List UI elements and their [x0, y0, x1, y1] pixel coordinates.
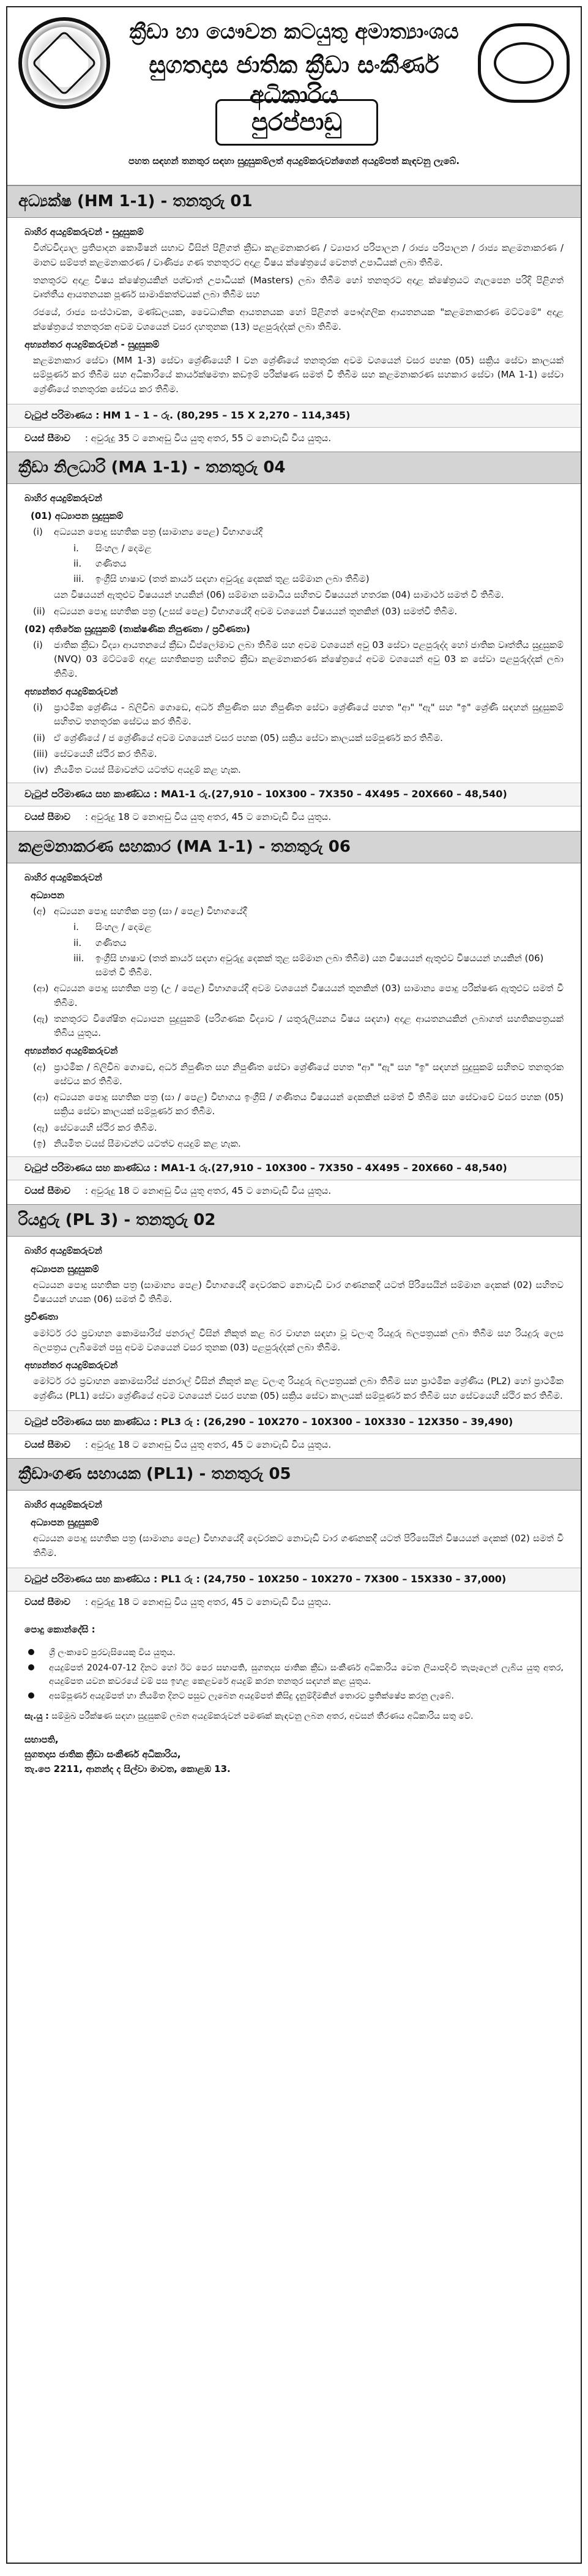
signature-block	[7, 1726, 581, 1782]
subsection-heading: (01) අධ්‍යාපන සුදුසුකම්	[31, 510, 124, 522]
item-text: ගණිතය	[95, 557, 127, 569]
age-limit	[7, 428, 581, 452]
post-title: ක්‍රීඩා නිලධාරි (MA 1-1) - තනතුරු 04	[7, 452, 581, 484]
footnote	[7, 1708, 581, 1726]
section-heading: අභ්‍යන්තර අයදුම්කරුවන්	[24, 1360, 118, 1371]
item-text: අධ්‍යයන පොදු සහතික පත්‍ර (සා / පෙළ) විභාගය ඉංග්‍රීසි / ගණිතය විෂයයන් දෙකකින් සමත් වී තිබීම සහ සේවාවේ වසර පහක (05) සක්‍රිය සේවා කාලයක් සම්පූර්ණ කර තිබීම.	[54, 1092, 564, 1117]
section-heading: බාහිර අයදුම්කරුවන්	[24, 492, 102, 504]
salary-scale: වැටුප් පරිමාණය සහ කාණ්ඩය : PL1 රු : (24,750 – 10X250 – 10X270 – 7X300 – 15X330 – 37,000)	[7, 1568, 581, 1591]
condition-text: අයදුම්පත් 2024-07-12 දිනට හෝ ඊට පෙර සභාපති, සුගතදාස ජාතික ක්‍රීඩා සංකීර්ණ අධිකාරිය වෙත ලියාපදිංචි තැපෑලෙන් ලැබිය යුතු අතර, අයදුම්පත යවන කවරයේ වම් පස ඉහළ කෙළවරේ අයදුම් කරන තනතුර සඳහන් කළ යුතුය.	[49, 1662, 564, 1686]
requirement-item	[33, 525, 564, 539]
item-text: අධ්‍යයන පොදු සහතික පත්‍ර (උසස් පෙළ) විභාගයේදී අවම වශයෙන් විෂයයන් තුනකින් (03) සමත්වී තිබීම.	[54, 605, 458, 617]
section-heading: බාහිර අයදුම්කරුවන්	[24, 871, 102, 883]
item-marker: ii.	[73, 557, 82, 569]
general-conditions	[7, 1615, 581, 1726]
item-marker: (ii)	[33, 732, 46, 743]
item-marker: (ඇ)	[33, 1122, 48, 1133]
requirement-paragraph: තනතුරට අදාළ විෂය ක්ෂේත්‍රයකින් පශ්චාත් උපාධියක් (Masters) ලබා තිබීම හෝ තනතුරට අදාළ ක්ෂේත්‍රයට ගැලපෙන පරිදි පිළිගත් වෘත්තීය ආයතනයක පූර්ණ සාමාජිකත්වයක් ලබා තිබීම සහ	[33, 274, 564, 300]
section-heading: බාහිර අයදුම්කරුවන්	[24, 1498, 102, 1510]
post-block	[7, 185, 581, 452]
post-requirements	[7, 1237, 581, 1410]
vacancies-banner: පුරප්පාඩු	[215, 99, 378, 146]
condition-text: ශ්‍රී ලංකාවේ පුරවැසියෙකු විය යුතුය.	[49, 1648, 176, 1658]
post-requirements	[7, 218, 581, 404]
age-limit-value: : අවුරුදු 18 ට නොඅඩු විය යුතු අතර, 45 ට නොවැඩි විය යුතුය.	[84, 1596, 332, 1607]
age-limit-label: වයස් සීමාව	[24, 1596, 70, 1607]
requirement-item	[33, 763, 564, 777]
requirement-item	[73, 951, 564, 980]
item-text: ඒ ශ්‍රේණියේ / ජ ශ්‍රේණියේ අවම වශයෙන් වසර පහක (05) සක්‍රිය සේවා කාලයක් සම්පූර්ණ කර තිබීම.	[54, 732, 443, 743]
requirement-paragraph: මෝටර් රථ ප්‍රවාහන කොමසාරිස් ජනරාල් විසින් නිකුත් කළ බර වාහන සඳහා වූ වලංගු රියදුරු බලපත්‍රයක් ලබා තිබීම සහ රියදුරු ලෙස බලපත්‍රය ලැබීමෙන් පසු අවම වශයෙන් වසර තුනක (03) පළපුරුද්දක් ලබා තිබීම.	[33, 1327, 564, 1353]
emblem-center-icon	[31, 30, 97, 95]
section-heading: අභ්‍යන්තර අයදුම්කරුවන්	[24, 1045, 118, 1057]
item-text: ප්‍රාථමික ශ්‍රේණිය - බ්ලිචිබ ගොඩෙ, අර්ධ නිපුණිත සහ නිපුණිත සේවා ශ්‍රේණියේ පහත "ආ" "ඇ" සහ "ඉ" ශ්‍රේණි සඳහන් සුදුසුකම් සහිතව තනතුරක සේවය කර තිබීම.	[54, 702, 564, 728]
item-text: යන විෂයයන් ඇතුළුව විෂයයන් හයකින් (06) සම්මාන සමාධිය සහිතව විෂයයන් හතරක (04) සාමාර්ථ සමත් වී තිබීම.	[54, 589, 504, 601]
item-text: අධ්‍යයන පොදු සහතික පත්‍ර (සාමාන්‍ය පෙළ) විභාගයේදී	[54, 526, 263, 538]
post-title: ක්‍රීඩාංගණ සහායක (PL1) - තනතුරු 05	[7, 1458, 581, 1491]
requirement-item	[33, 1060, 564, 1089]
post-title: කළමනාකරණ සහකාර (MA 1-1) - තනතුරු 06	[7, 831, 581, 863]
requirement-paragraph: මෝටර් රථ ප්‍රවාහන කොමසාරිස් ජනරාල් විසින් නිකුත් කළ වලංගු රියදුරු බලපත්‍රයක් ලබා තිබීම සහ ප්‍රාථමික ශ්‍රේණිය (PL2) හෝ ප්‍රාථමික ශ්‍රේණිය (PL1) සේවා ශ්‍රේණියේ අවම වශයෙන් වසර පහක (05) සක්‍රිය සේවා කාලයක් සම්පූර්ණ කර තිබීම සහ සේවයෙහි ස්ථිර කර තිබීම.	[33, 1375, 564, 1401]
item-marker: (iii)	[33, 748, 48, 759]
age-limit-label: වයස් සීමාව	[24, 432, 70, 444]
section-heading: බාහිර අයදුම්කරුවන්	[24, 1245, 102, 1257]
item-marker: (i)	[33, 639, 43, 651]
logo-center-icon	[494, 42, 554, 84]
state-emblem-icon	[18, 17, 110, 109]
requirement-item	[33, 588, 564, 602]
requirement-item	[33, 904, 564, 918]
section-heading: (02) අතිරේක සුදුසුකම් (තාක්ෂණික නිපුණතා / ප්‍රවීණතා)	[24, 623, 250, 635]
requirement-item	[33, 638, 564, 681]
bullet-icon	[28, 1662, 34, 1675]
age-limit-value: : අවුරුදු 35 ට නොඅඩු විය යුතු අතර, 55 ට නොවැඩි විය යුතුය.	[84, 432, 332, 444]
requirement-item	[73, 542, 564, 556]
requirement-paragraph: අධ්‍යයන පොදු සහතික පත්‍ර (සාමාන්‍ය පෙළ) විභාගයේදී දෙවරකට නොවැඩි වාර ගණනකදී යටත් පිරිසෙයින් විෂයයන් දෙකක් (02) සමත් වී තිබීම.	[33, 1533, 564, 1558]
item-text: සිංහල / දෙමළ	[95, 542, 152, 554]
post-block	[7, 1458, 581, 1615]
post-block	[7, 452, 581, 831]
requirement-item	[33, 981, 564, 1010]
salary-scale: වැටුප් පරිමාණය සහ කාණ්ඩය : MA1-1 රු.(27,910 – 10X300 – 7X350 – 4X495 – 20X660 – 48,540)	[7, 1156, 581, 1180]
post-title: රියදුරු (PL 3) - තනතුරු 02	[7, 1204, 581, 1237]
item-marker: (ආ)	[33, 1092, 49, 1103]
condition-text: අසම්පූර්ණ අයදුම්පත් හා නියමිත දිනට පසුව ලැබෙන අයදුම්පත් කිසිදු දැනුම්දීමකින් තොරව ප්‍රතික්ෂේප කරනු ලැබේ.	[49, 1691, 454, 1702]
item-marker: (ආ)	[33, 983, 49, 994]
age-limit	[7, 1180, 581, 1204]
post-requirements	[7, 484, 581, 783]
signature-address: තැ.පෙ 2211, ආනන්ද ද සිල්වා මාවත, කොළඹ 13.	[24, 1763, 231, 1774]
item-text: නියමිත වයස් සීමාවන්ට යටත්ව අයදුම් කළ හැක.	[54, 1137, 241, 1149]
subsection-heading: අධ්‍යාපන	[31, 889, 65, 901]
item-text: තනතුරට විශේෂිත අධ්‍යාපන සුදුසුකම් (පරිගණක විද්‍යාව / යතුරුලියනය විෂය සඳහා) අදාළ ආයතනයකින් ලබාගත් සහතිකපත්‍රයක් තිබිය යුතුය.	[54, 1013, 564, 1039]
item-marker: (i)	[33, 702, 43, 713]
ministry-name: ක්‍රීඩා හා යෞවන කටයුතු අමාත්‍යාංශය	[129, 20, 459, 44]
item-marker: (ii)	[33, 605, 46, 617]
requirement-item	[33, 1137, 564, 1151]
section-heading: අභ්‍යන්තර අයදුම්කරුවන් - සුදුසුකම්	[24, 338, 160, 350]
requirement-paragraph: කළමනාකාර සේවා (MM 1-3) සේවා ශ්‍රේණියෙහි I වන ශ්‍රේණියේ තනතුරක අවම වශයෙන් වසර පහක (05) සක්‍රිය සේවා කාලයක් සම්පූර්ණ කර තිබීම සහ අධිකාරියේ කාර්යක්ෂමතා කඩඉම් පරීක්ෂණ සමත් වී තිබීම සහ කළමනාකරණ සහකාර සේවා (MA 1-1) සේවා ශ්‍රේණියේ තනතුරක සේවය කර තිබීම.	[33, 355, 564, 395]
item-text: අධ්‍යයන පොදු සහතික පත්‍ර (සා / පෙළ) විභාගයේදී	[54, 906, 247, 917]
intro-text: පහත සඳහන් තනතුර සඳහා සුදුසුකම්ලත් අයදුම්කරුවන්ගෙන් අයදුම්පත් කැඳවනු ලැබේ.	[128, 155, 460, 166]
post-requirements	[7, 1491, 581, 1568]
item-marker: i.	[73, 921, 79, 933]
conditions-heading: පොදු කොන්දේසි :	[24, 1623, 95, 1635]
item-text: ඉංග්‍රීසි භාෂාව (තත් කාර්ය සඳහා අවුරුදු දෙකක් තුළ සම්මාන ලබා තිබීම) යන විෂයයන් ඇතුළුව විෂයයන් හයකින් (06) සමත් වී තිබීම.	[95, 952, 544, 978]
post-title: අධ්‍යක්ෂ (HM 1-1) - තනතුරු 01	[7, 185, 581, 218]
posts-list	[7, 185, 581, 1615]
requirement-item	[33, 1012, 564, 1041]
requirement-paragraph: අධ්‍යයන පොදු සහතික පත්‍ර (සාමාන්‍ය පෙළ) විභාගයේදී දෙවරකට නොවැඩි වාර ගණනකදී යටත් පිරිසෙයින් සම්මාන දෙකක් (02) සහිතව විෂයයන් හයක (06) සමත් වී තිබීම.	[33, 1279, 564, 1305]
requirement-item	[33, 731, 564, 745]
item-marker: (අ)	[33, 906, 46, 917]
age-limit	[7, 1434, 581, 1458]
requirement-item	[33, 605, 564, 619]
requirement-item	[33, 747, 564, 761]
item-text: සේවයෙහි ස්ථිර කර තිබීම.	[54, 1122, 157, 1133]
requirement-paragraph: විශ්වවිද්‍යාල ප්‍රතිපාදන කොමිෂන් සභාව විසින් පිළිගත් ක්‍රීඩා කළමනාකරණ / ව්‍යාපාර පරිපාලන / රාජ්‍ය පරිපාලන / රාජ්‍ය කළමනාකරණ / මානව සම්පත් කළමනාකරණ / වාණිජ්‍ය ගණ තනතුරට අදාළ විෂය ක්ෂේත්‍රයේ වෙනත් උපාධියක් ලබා තිබීම.	[33, 242, 564, 268]
condition-item	[28, 1662, 564, 1688]
item-text: නියමිත වයස් සීමාවන්ට යටත්ව අයදුම් කළ හැක.	[54, 764, 241, 776]
item-marker: (iv)	[33, 764, 48, 776]
requirement-paragraph: රජයේ, රාජ්‍ය සංස්ථාවක, මණ්ඩලයක, වෛධානික ආයතනයක හෝ පිළිගත් පෞද්ගලික ආයතනයක "කළමනාකරණ මට්ටමේ" අදාළ ක්ෂේත්‍රයේ තනතුරක අවම වශයෙන් වසර දහතුනක (13) පළපුරුද්දක් ලබා තිබීම.	[33, 307, 564, 332]
item-text: ගණිතය	[95, 937, 127, 948]
notice-header	[7, 7, 581, 185]
requirement-item	[33, 1090, 564, 1119]
item-text: ජාතික ක්‍රීඩා විද්‍යා ආයතනයේ ක්‍රීඩා ඩිප්ලෝමාව ලබා තිබීම සහ අවම වශයෙන් අවු 03 සේවා පළපුරුද්ද හෝ ජාතික වෘත්තීය සුදුසුකම් (NVQ) 03 මට්ටමේ අදාළ සහතිකපත්‍ර සහිතව ක්‍රීඩා කළමනාකරණ ක්ෂේත්‍රයේ අවම වශයෙන් අවු 03 ක සේවා පළපුරුද්දක් ලබා තිබීම.	[54, 639, 564, 679]
requirement-item	[33, 701, 564, 729]
salary-scale: වැටුප් පරිමාණය : HM 1 – 1 – රු. (80,295 – 15 X 2,270 – 114,345)	[7, 404, 581, 428]
item-marker: (ඉ)	[33, 1137, 47, 1149]
signature-title: සභාපති,	[24, 1733, 59, 1745]
signature-authority: සුගතදාස ජාතික ක්‍රීඩා සංකීර්ණ අධිකාරිය,	[24, 1748, 181, 1760]
footnote-text: සම්මුඛ පරීක්ෂණ සඳහා සුදුසුකම් ලබන අයදුම්කරුවන් පමණක් කැඳවනු ලබන අතර, අවසන් තීරණය අධිකාරිය සතු වේ.	[51, 1711, 474, 1721]
item-marker: (අ)	[33, 1061, 46, 1073]
item-marker: (ඇ)	[33, 1013, 48, 1024]
authority-name: සුගතදාස ජාතික ක්‍රීඩා සංකීර්ණ අධිකාරිය	[149, 51, 439, 109]
subsection-heading: අධ්‍යාපන සුදුසුකම්	[31, 1263, 99, 1275]
item-text: අධ්‍යයන පොදු සහතික පත්‍ර (උ / පෙළ) විභාගයේදී අවම වශයෙන් විෂයයන් තුනකින් (03) සාමාන්‍ය පොදු පරීක්ෂණ ඇතුළුව සමත් වී තිබීම.	[54, 983, 564, 1008]
item-text: සේවයෙහි ස්ථිර කර තිබීම.	[54, 748, 157, 759]
bullet-icon	[28, 1690, 34, 1703]
age-limit-label: වයස් සීමාව	[24, 1185, 70, 1196]
age-limit-label: වයස් සීමාව	[24, 1439, 70, 1450]
item-marker: ii.	[73, 937, 82, 948]
section-heading: ප්‍රවීණතා	[24, 1311, 58, 1323]
item-marker: iii.	[73, 573, 84, 585]
authority-logo-icon	[478, 23, 570, 103]
post-requirements	[7, 863, 581, 1157]
salary-scale: වැටුප් පරිමාණය සහ කාණ්ඩය : MA1-1 රු.(27,910 – 10X300 – 7X350 – 4X495 – 20X660 – 48,540)	[7, 783, 581, 806]
age-limit-label: වයස් සීමාව	[24, 811, 70, 823]
item-text: සිංහල / දෙමළ	[95, 921, 152, 933]
post-block	[7, 831, 581, 1205]
conditions-list	[7, 1642, 581, 1708]
age-limit-value: : අවුරුදු 18 ට නොඅඩු විය යුතු අතර, 45 ට නොවැඩි විය යුතුය.	[84, 1185, 332, 1196]
requirement-item	[73, 572, 564, 586]
salary-scale: වැටුප් පරිමාණය සහ කාණ්ඩය : PL3 රු : (26,290 – 10X270 – 10X300 – 10X330 – 12X350 – 39,490)	[7, 1410, 581, 1434]
subsection-heading: අධ්‍යාපන සුදුසුකම්	[31, 1517, 99, 1528]
age-limit	[7, 1591, 581, 1615]
section-heading: අභ්‍යන්තර අයදුම්කරුවන්	[24, 685, 118, 697]
condition-item	[28, 1647, 564, 1660]
requirement-item	[73, 557, 564, 571]
requirement-item	[73, 920, 564, 934]
condition-item	[28, 1690, 564, 1703]
age-limit	[7, 806, 581, 830]
requirement-item	[73, 936, 564, 950]
item-text: ප්‍රාථමික / බ්ලිචිබ ගොඩෙ, අර්ධ නිපුණිත සහ නිපුණිත සේවා ශ්‍රේණියේ පහත "ආ" "ඇ" සහ "ඉ" සඳහන් සුදුසුකම් සහිතව තනතුරක සේවය කර තිබීම.	[54, 1061, 564, 1087]
item-text: ඉංග්‍රීසි භාෂාව (තත් කාර්ය සඳහා අවුරුදු දෙකක් තුළ සම්මාන ලබා තිබීම)	[95, 573, 370, 585]
age-limit-value: : අවුරුදු 18 ට නොඅඩු විය යුතු අතර, 45 ට නොවැඩි විය යුතුය.	[84, 1439, 332, 1450]
item-marker: i.	[73, 542, 79, 554]
requirement-item	[33, 1121, 564, 1135]
vacancy-notice	[6, 6, 582, 2564]
post-block	[7, 1204, 581, 1458]
section-heading: බාහිර අයදුම්කරුවන් - සුදුසුකම්	[24, 226, 144, 238]
bullet-icon	[28, 1647, 34, 1660]
footnote-label: සැ.යු :	[24, 1711, 49, 1721]
item-marker: iii.	[73, 952, 84, 964]
item-marker: (i)	[33, 526, 43, 538]
age-limit-value: : අවුරුදු 18 ට නොඅඩු විය යුතු අතර, 45 ට නොවැඩි විය යුතුය.	[84, 811, 332, 823]
